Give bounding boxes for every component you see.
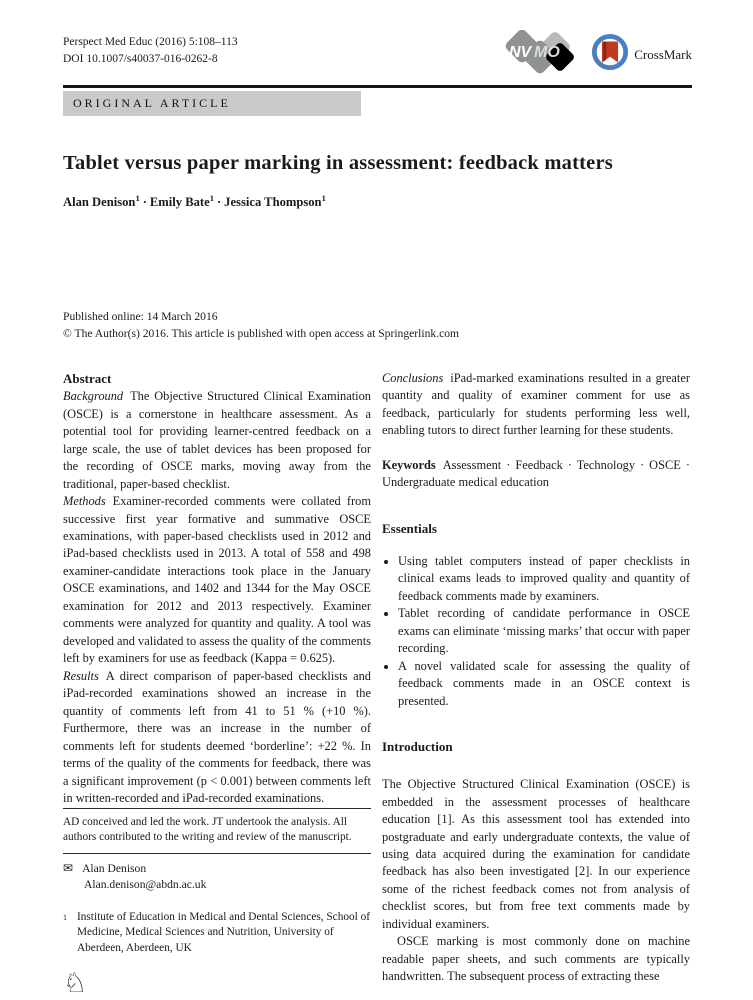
right-column: [382, 370, 690, 992]
svg-text:NV: NV: [509, 44, 532, 61]
svg-text:MO: MO: [534, 44, 560, 61]
essentials-heading: Essentials: [382, 520, 437, 536]
contribution-note: AD conceived and led the work. JT undertook the analysis. All authors contributed to the writing and review of the manuscript.: [63, 815, 352, 843]
publication-info: [63, 309, 692, 343]
affiliation-marker: 1: [63, 912, 67, 922]
header-logos: [501, 30, 692, 79]
essentials-bullet: • Using tablet computers instead of paper checklists in clinical exams leads to improved quality and quantity of feedback comments made by examiners.: [398, 553, 690, 605]
abstract-results-label: Results: [63, 668, 99, 683]
author-affiliation-marker: 1: [321, 193, 326, 203]
essentials-bullet: • Tablet recording of candidate performance in OSCE exams can eliminate ‘missing marks’ that occur with paper recording.: [398, 605, 690, 657]
springer-knight-icon: ♘: [63, 968, 88, 992]
introduction-heading: Introduction: [382, 739, 453, 755]
abstract-conclusions: Conclusions iPad-marked examinations resulted in a greater quantity and quality of examiner comment for use as feedback, particularly for students performing less well, enabling tutors to direct further learning for these students.: [382, 370, 690, 438]
article-type-label: ORIGINAL ARTICLE: [73, 96, 231, 110]
author-affiliation-marker: 1: [135, 193, 140, 203]
introduction-paragraph: OSCE marking is most commonly done on machine readable paper sheets, and such comments are typically handwritten. The subsequent process of extracting these: [382, 934, 690, 984]
header-rule: [63, 85, 692, 88]
abstract-methods-label: Methods: [63, 494, 106, 509]
author-separator: ·: [142, 195, 147, 210]
affiliation-text: Institute of Education in Medical and Dental Sciences, School of Medicine, Medical Sciences and Nutrition, University of Aberdeen, Aberdeen, UK: [77, 910, 371, 954]
author-name: Jessica Thompson$^1$: [224, 193, 326, 210]
crossmark-label: CrossMark: [634, 46, 692, 62]
corresponding-author-name: Alan Denison: [82, 862, 147, 876]
keywords-label: Keywords: [382, 457, 436, 472]
journal-meta: [63, 30, 238, 69]
footnote-block: [63, 808, 371, 992]
nvmo-logo-icon: [501, 30, 581, 79]
affiliation-note: [63, 910, 371, 957]
abstract-heading: Abstract: [63, 370, 112, 386]
abstract-conclusions-label: Conclusions: [382, 370, 444, 385]
abstract-background: Background The Objective Structured Clinical Examination (OSCE) is a cornerstone in healthcare assessment. As a potential tool for providing learner-centred feedback on a large scale, the use of tablet devices has been proposed for the recording of OSCE marks, moving away from the traditional, paper-based checklist.: [63, 389, 371, 491]
introduction-paragraph: The Objective Structured Clinical Examination (OSCE) is embedded in the assessment processes of healthcare education [1]. As this assessment tool has extended into postgraduate and early undergraduate contexts, the value of using data acquired during the examination for candidate feedback has also been investigated [2]. In our experience some of the richest feedback comes not from analysis of checklist scores, but from free text comments made by individual examiners.: [382, 777, 690, 931]
author-name: Emily Bate$^1$: [149, 193, 214, 210]
copyright-notice: © The Author(s) 2016. This article is published with open access at Springerlink.com: [63, 326, 460, 340]
corresponding-author: [63, 861, 371, 893]
journal-doi: DOI 10.1007/s40037-016-0262-8: [63, 53, 218, 66]
abstract-background-label: Background: [63, 389, 124, 404]
envelope-icon: ✉: [63, 861, 74, 876]
footnote-rule: [63, 808, 371, 809]
author-affiliation-marker: 1: [209, 193, 214, 203]
keywords-section: Keywords Assessment · Feedback · Technology · OSCE · Undergraduate medical education: [382, 457, 690, 490]
article-body: [63, 370, 692, 992]
abstract-methods: Methods Examiner-recorded comments were collated from successive first year formative and summative OSCE examinations, with paper-based checklists used in 2012 and iPad-based checklists used in 2013. A total of 558 and 498 examiner-candidate interactions took place in the January OSCE examinations, and 1402 and 1344 for the May OSCE examination for 2012 and 2013 respectively. Examiner comments were analyzed for quantity and quality. A tool was developed and validated to assess the quality of the comments left by examiners for use as feedback (Kappa = 0.625).: [63, 494, 371, 666]
essentials-list: [382, 553, 690, 710]
article-type-banner: [63, 91, 361, 116]
journal-citation: Perspect Med Educ (2016) 5:108–113: [63, 36, 238, 48]
crossmark-icon: [591, 33, 629, 76]
left-column: [63, 370, 371, 992]
corresponding-author-email: Alan.denison@abdn.ac.uk: [84, 878, 207, 892]
essentials-bullet: • A novel validated scale for assessing the quality of feedback comments made in an OSCE context is presented.: [398, 658, 690, 710]
footnote-rule: [63, 853, 371, 854]
published-online-date: Published online: 14 March 2016: [63, 310, 218, 324]
page-header: [63, 30, 692, 79]
crossmark-badge: [591, 33, 692, 76]
author-line: [63, 193, 692, 210]
author-name: Alan Denison$^1$: [63, 193, 140, 210]
article-title: Tablet versus paper marking in assessment: feedback matters: [63, 152, 613, 174]
author-separator: ·: [216, 195, 222, 210]
abstract-section: [63, 370, 371, 808]
abstract-results: Results A direct comparison of paper-based checklists and iPad-recorded examinations showed an increase in the quantity of comments left from 41 to 51 % (+10 %). Furthermore, there was an increase in the number of comments left for students deemed ‘borderline’: +22 %. In terms of the quality of the comments for feedback, there was a significant improvement (p < 0.001) between comments left in written-recorded and iPad-recorded examinations.: [63, 668, 371, 806]
